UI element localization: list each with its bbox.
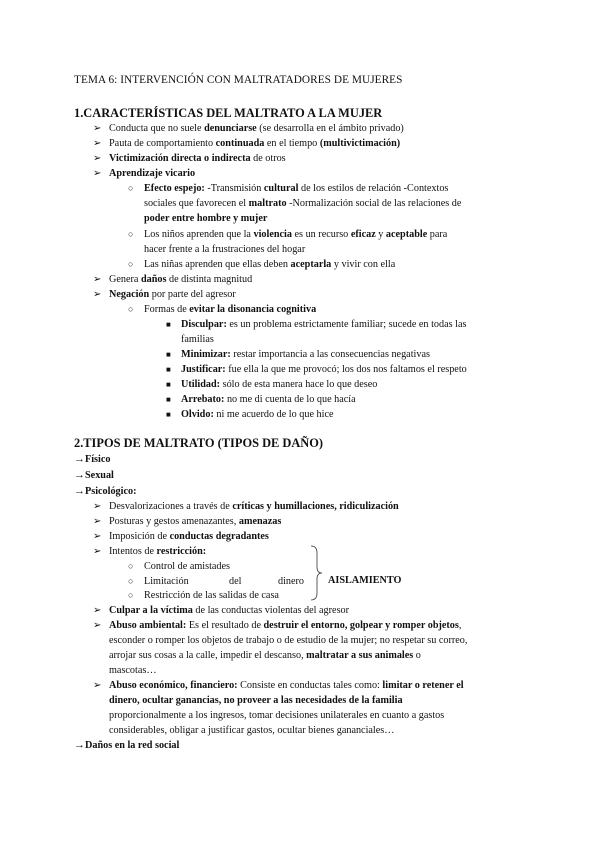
arrow-bullet-icon: ➢	[93, 546, 102, 557]
sub-bullet-item: ○ Restricción de las salidas de casa	[128, 590, 279, 601]
square-bullet-icon: ■	[166, 395, 171, 404]
square-bullet-icon: ■	[166, 410, 171, 419]
bullet-continuation: proporcionalmente a los ingresos, tomar decisiones unilaterales en cuanto a gastos	[109, 710, 445, 721]
circle-bullet-icon: ○	[128, 590, 134, 600]
square-bullet-icon: ■	[166, 365, 171, 374]
aislamiento-label: AISLAMIENTO	[328, 575, 402, 586]
sub-bullet-continuation: poder entre hombre y mujer	[144, 213, 268, 224]
bullet-item: ➢ Imposición de conductas degradantes	[93, 531, 269, 542]
bullet-continuation: arrojar sus cosas a la calle, impedir el descanso, maltratar a sus animales o	[109, 650, 421, 661]
root-item: →Psicológico:	[74, 485, 137, 497]
bullet-item: ➢ Desvalorizaciones a través de críticas y humillaciones, ridiculización	[93, 501, 399, 512]
bullet-item: ➢ Abuso ambiental: Es el resultado de destruir el entorno, golpear y romper objetos,	[93, 620, 462, 631]
bullet-item: ➢ Posturas y gestos amenazantes, amenazas	[93, 516, 282, 527]
tertiary-bullet-item: ■ Minimizar: restar importancia a las consecuencias negativas	[166, 349, 430, 360]
right-brace-icon	[310, 545, 324, 601]
sub-bullet-item: ○ Efecto espejo: -Transmisión cultural de los estilos de relación -Contextos	[128, 183, 449, 194]
sub-bullet-word: dinero	[278, 576, 305, 587]
tertiary-bullet-item: ■ Arrebato: no me di cuenta de lo que hacía	[166, 394, 356, 405]
sub-bullet-item: ○ Las niñas aprenden que ellas deben aceptarla y vivir con ella	[128, 259, 396, 270]
arrow-bullet-icon: ➢	[93, 138, 102, 149]
arrow-bullet-icon: ➢	[93, 501, 102, 512]
circle-bullet-icon: ○	[128, 304, 134, 314]
bullet-continuation: mascotas…	[109, 665, 157, 676]
page-title: TEMA 6: INTERVENCIÓN CON MALTRATADORES DE MUJERES	[74, 74, 403, 86]
tertiary-continuation: familias	[181, 334, 214, 345]
circle-bullet-icon: ○	[128, 183, 134, 193]
tertiary-bullet-item: ■ Olvido: ni me acuerdo de lo que hice	[166, 409, 334, 420]
bullet-item: ➢ Abuso económico, financiero: Consiste en conductas tales como: limitar o retener el	[93, 680, 464, 691]
square-bullet-icon: ■	[166, 380, 171, 389]
bullet-item: ➢ Genera daños de distinta magnitud	[93, 274, 253, 285]
sub-bullet-item: ○ Limitación	[128, 576, 189, 587]
root-item: →Físico	[74, 453, 111, 465]
right-arrow-icon: →	[74, 485, 85, 497]
arrow-bullet-icon: ➢	[93, 516, 102, 527]
bullet-item: ➢ Culpar a la víctima de las conductas violentas del agresor	[93, 605, 350, 616]
arrow-bullet-icon: ➢	[93, 153, 102, 164]
arrow-bullet-icon: ➢	[93, 620, 102, 631]
root-item: →Daños en la red social	[74, 739, 180, 751]
sub-bullet-item: ○ Los niños aprenden que la violencia es un recurso eficaz y aceptable para	[128, 229, 448, 240]
bullet-item: ➢ Pauta de comportamiento continuada en el tiempo (multivictimación)	[93, 138, 401, 149]
circle-bullet-icon: ○	[128, 229, 134, 239]
arrow-bullet-icon: ➢	[93, 531, 102, 542]
square-bullet-icon: ■	[166, 350, 171, 359]
tertiary-bullet-item: ■ Utilidad: sólo de esta manera hace lo que deseo	[166, 379, 378, 390]
right-arrow-icon: →	[74, 739, 85, 751]
bullet-item: ➢ Intentos de restricción:	[93, 546, 207, 557]
bullet-continuation: esconder o romper los objetos de trabajo o de estudio de la mujer; no respetar su correo,	[109, 635, 468, 646]
arrow-bullet-icon: ➢	[93, 289, 102, 300]
sub-bullet-item: ○ Control de amistades	[128, 561, 231, 572]
sub-bullet-continuation: hacer frente a la frustraciones del hogar	[144, 244, 306, 255]
root-item: →Sexual	[74, 469, 114, 481]
arrow-bullet-icon: ➢	[93, 168, 102, 179]
right-arrow-icon: →	[74, 469, 85, 481]
tertiary-bullet-item: ■ Justificar: fue ella la que me provocó; los dos nos faltamos el respeto	[166, 364, 467, 375]
bullet-continuation: dinero, ocultar ganancias, no proveer a las necesidades de la familia	[109, 695, 403, 706]
square-bullet-icon: ■	[166, 320, 171, 329]
tertiary-bullet-item: ■ Disculpar: es un problema estrictamente familiar; sucede en todas las	[166, 319, 467, 330]
bullet-item: ➢ Negación por parte del agresor	[93, 289, 236, 300]
arrow-bullet-icon: ➢	[93, 605, 102, 616]
circle-bullet-icon: ○	[128, 259, 134, 269]
bullet-item: ➢ Conducta que no suele denunciarse (se desarrolla en el ámbito privado)	[93, 123, 404, 134]
sub-bullet-word: del	[229, 576, 242, 587]
circle-bullet-icon: ○	[128, 576, 134, 586]
bullet-item: ➢ Aprendizaje vicario	[93, 168, 196, 179]
section-1-heading: 1.CARACTERÍSTICAS DEL MALTRATO A LA MUJER	[74, 106, 383, 120]
sub-bullet-item: ○ Formas de evitar la disonancia cognitiva	[128, 304, 317, 315]
circle-bullet-icon: ○	[128, 561, 134, 571]
sub-bullet-continuation: sociales que favorecen el maltrato -Normalización social de las relaciones de	[144, 198, 462, 209]
bullet-continuation: considerables, obligar a justificar gastos, ocultar bienes gananciales…	[109, 725, 395, 736]
section-2-heading: 2.TIPOS DE MALTRATO (TIPOS DE DAÑO)	[74, 436, 323, 450]
bullet-item: ➢ Victimización directa o indirecta de otros	[93, 153, 286, 164]
arrow-bullet-icon: ➢	[93, 123, 102, 134]
right-arrow-icon: →	[74, 453, 85, 465]
arrow-bullet-icon: ➢	[93, 680, 102, 691]
arrow-bullet-icon: ➢	[93, 274, 102, 285]
